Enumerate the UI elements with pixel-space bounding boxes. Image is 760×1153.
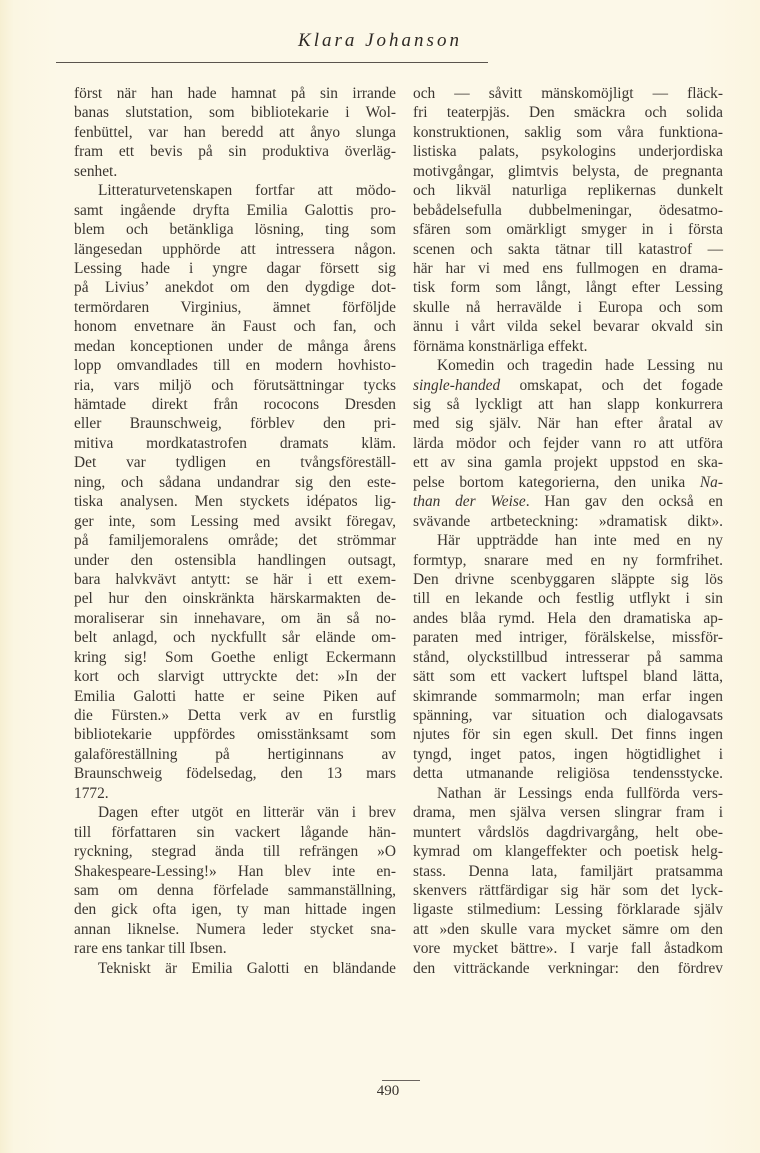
text-line: honom envetnare än Faust och fan, och — [74, 318, 396, 336]
text-line: Dagen efter utgöt en litterär vän i brev — [98, 804, 396, 822]
text-line: ger inte, som Lessing med avsikt föregav, — [74, 512, 396, 530]
header-rule — [56, 62, 488, 63]
text-line: tiska analysen. Men styckets idépatos lig- — [74, 493, 396, 511]
text-line: skenvers rättfärdigar sig här som det lyck- — [413, 881, 723, 899]
page-number-rule — [382, 1080, 420, 1081]
text-line: Tekniskt är Emilia Galotti en bländande — [98, 959, 396, 977]
text-line: ning, och sådana undandrar sig den este- — [74, 473, 396, 491]
text-line — [413, 492, 723, 511]
text-line: och likväl naturliga replikernas dunkelt — [413, 182, 723, 200]
text-line: rare ens tankar till Ibsen. — [74, 940, 227, 958]
text-line: Här uppträdde han inte med en ny — [437, 532, 723, 550]
text-line: pel hur den oinskränkta härskarmakten de- — [74, 590, 396, 608]
italic-title: single-handed — [413, 376, 501, 394]
text-line: förnäma konstnärliga effekt. — [413, 337, 588, 355]
text-line: Lessing hade i yngre dagar försett sig — [74, 259, 396, 277]
text-line: lärda mödor och fejder vann ro att utföra — [413, 434, 723, 452]
right-column — [413, 84, 723, 978]
text-line: den gick ofta igen, ty man hittade ingen — [74, 901, 396, 919]
text-line: kort och slarvigt uttryckte det: »In der — [74, 668, 396, 686]
text-line: sätt som ett vackert luftspel bland lätta, — [413, 668, 723, 686]
text-line: sam om denna förfelade sammanställning, — [74, 881, 396, 899]
page-number: 490 — [376, 1083, 400, 1099]
text-line: ria, vars miljö och förutsättningar tycks — [74, 376, 396, 394]
text-line: vore mycket bättre». I varje fall åstadkom — [413, 940, 723, 958]
text-line: här har vi med ens fullmogen en drama- — [413, 259, 723, 277]
text-line: först när han hade hamnat på sin irrande — [74, 85, 396, 102]
text-line: Braunschweig födelsedag, den 13 mars — [74, 765, 396, 783]
text-line: Det var tydligen en tvångsföreställ- — [74, 454, 396, 472]
text-line: bebådelsefulla dubbelmeningar, ödesatmo- — [413, 201, 723, 219]
text-line: till en lekande och festlig utflykt i sin — [413, 590, 723, 608]
text-line: skulle nå herravälde i Europa och som — [413, 298, 723, 316]
text-line: lopp omvandlades till en modern hovhisto- — [74, 357, 396, 375]
text-line: termördaren Virginius, ämnet förföljde — [74, 298, 396, 316]
text-line: detta utmanande religiösa tendensstycke. — [413, 765, 723, 783]
text-line: muntert vårdslös dagdrivargång, helt obe- — [413, 823, 723, 841]
text-line: 1772. — [74, 784, 109, 802]
text-line: längesedan upphörde att intressera någon. — [74, 240, 396, 258]
text-line: den vitträckande verkningar: den fördrev — [413, 959, 723, 977]
text-line: till författaren sin vackert lågande hän- — [74, 823, 396, 841]
text-line: belt anlagd, och nyckfullt sår elände om- — [74, 629, 396, 647]
text-line: ligaste stilmedium: Lessing förklarade själv — [413, 901, 723, 919]
text-line: med sig själv. När han efter åratal av — [413, 415, 723, 433]
text-line: moraliserar sin innehavare, om än så no- — [74, 609, 396, 627]
text-line: hämtade direkt från rococons Dresden — [74, 396, 396, 413]
text-line: scenen och sakta tätnar till katastrof — — [413, 240, 723, 258]
text-line: stånd, olyckstillbud intresserar på samma — [413, 648, 723, 666]
text-line: konstruktionen, saklig som våra funktiona- — [413, 123, 723, 141]
text-line: tisk form som långt, långt efter Lessing — [413, 279, 723, 297]
italic-title: Na- — [699, 473, 723, 491]
text-line: bara halvkvävt antytt: se här i ett exem- — [74, 570, 396, 588]
text-line — [413, 376, 723, 395]
text-line: tyngd, inget patos, ingen högtidlighet i — [413, 745, 723, 763]
text-line: annan liknelse. Numera leder stycket sna- — [74, 920, 396, 938]
text-line: bibliotekarie uppfördes omisstänksamt som — [74, 726, 396, 744]
text-line: och — såvitt mänskomöjligt — fläck- — [413, 85, 723, 102]
text-line: sfären som omärkligt smyger in i första — [413, 221, 723, 239]
text-line: die Fürsten.» Detta verk av en furstlig — [74, 707, 396, 724]
text-line: mitiva mordkatastrofen dramats kläm. — [74, 434, 396, 452]
text-line: på Livius’ anekdot om den dygdige dot- — [74, 279, 396, 297]
text-line: Nathan är Lessings enda fullförda vers- — [437, 784, 723, 802]
text-line: medan konceptionen under de många årens — [74, 337, 396, 355]
text-line: ryckning, stegrad ända till refrängen »O — [74, 843, 396, 861]
text-line: Shakespeare-Lessing!» Han blev inte en- — [74, 862, 396, 880]
text-segment: omskapat, och det fogade — [500, 376, 723, 394]
text-line: ännu i vårt vilda sekel bevarar okvald sin — [413, 318, 723, 336]
text-line: eller Braunschweig, förblev den pri- — [74, 415, 396, 433]
text-line: galaföreställning på hertiginnans av — [74, 745, 396, 763]
text-line: Den drivne scenbyggaren släppte sig lös — [413, 570, 723, 588]
text-line: motivgångar, glimtvis belysta, de pregnanta — [413, 162, 723, 180]
text-line: fram ett bevis på sin produktiva överläg- — [74, 143, 396, 161]
italic-title: than der Weise — [413, 493, 526, 511]
text-line: svävande artbeteckning: »dramatisk dikt». — [413, 512, 723, 530]
text-line: kring sig! Som Goethe enligt Eckermann — [74, 648, 396, 666]
text-line: listiska palats, psykologins underjordiska — [413, 143, 723, 161]
text-line: Emilia Galotti hatte er seine Piken auf — [74, 687, 396, 705]
running-head: Klara Johanson — [298, 30, 462, 51]
text-line: att »den skulle vara mycket sämre om den — [413, 920, 723, 938]
text-line: sig så lyckligt att han slapp konkurrera — [413, 396, 723, 413]
text-line: blem och betänkliga lösning, ting som — [74, 221, 396, 239]
text-line: formtyp, snarare med en ny formfrihet. — [413, 551, 723, 569]
text-line: på familjemoralens område; det strömmar — [74, 532, 396, 550]
text-line: under den ostensibla handlingen outsagt, — [74, 551, 396, 569]
text-line: ett av sina gamla projekt uppstod en ska- — [413, 454, 723, 472]
text-line — [413, 473, 723, 492]
text-line: Litteraturvetenskapen fortfar att mödo- — [98, 182, 396, 200]
text-segment: pelse bortom kategorierna, den unika — [413, 473, 700, 491]
text-line: fenbüttel, var han beredd att ånyo slunga — [74, 123, 396, 141]
text-line: samt ingående dryfta Emilia Galottis pro- — [74, 201, 396, 219]
text-line: stass. Denna lata, familjärt pratsamma — [413, 862, 723, 880]
text-line: paraten med intriger, förälskelse, missför- — [413, 629, 723, 647]
text-line: drama, men själva versen slingrar fram i — [413, 804, 723, 822]
text-line: Komedin och tragedin hade Lessing nu — [437, 357, 723, 375]
text-line: senhet. — [74, 162, 118, 180]
text-line: njutes för sin egen skull. Det finns ingen — [413, 726, 723, 744]
text-segment: . Han gav den också en — [525, 493, 723, 511]
left-column — [74, 84, 396, 978]
text-line: skimrande sommarmoln; man erfar ingen — [413, 687, 723, 705]
text-line: kymrad om klangeffekter och poetisk helg- — [413, 843, 723, 861]
text-line: banas slutstation, som bibliotekarie i Wol- — [74, 104, 396, 122]
text-line: fri teaterpjäs. Den smäckra och solida — [413, 104, 723, 122]
text-line: spänning, var situation och dialogavsats — [413, 707, 723, 724]
text-line: andes blåa rymd. Hela den dramatiska ap- — [413, 609, 723, 627]
